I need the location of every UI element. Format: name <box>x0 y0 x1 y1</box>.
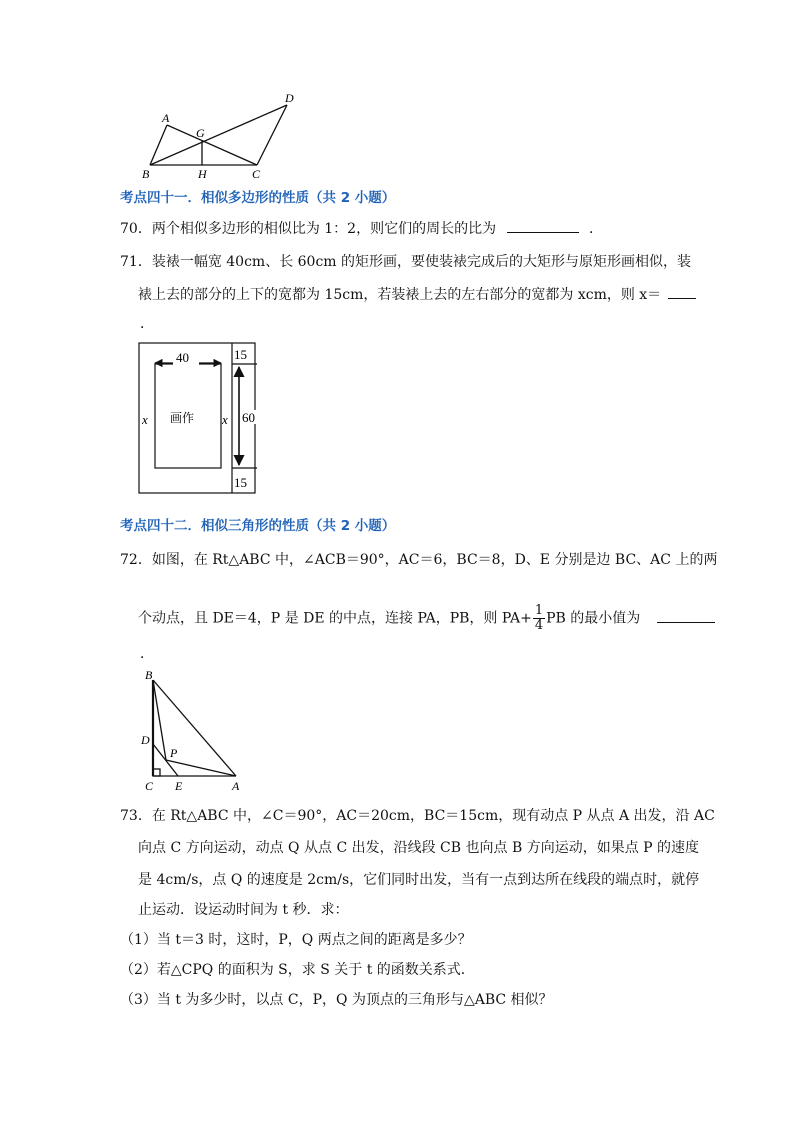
question-73-line-3: 是 4cm/s，点 Q 的速度是 2cm/s，它们同时出发，当有一点到达所在线段的端点时，就停 <box>138 872 700 888</box>
fraction-numerator: 1 <box>534 603 544 618</box>
label-c: C <box>252 167 261 181</box>
label-15-bottom: 15 <box>234 475 247 490</box>
figure-1 <box>140 90 310 182</box>
section-41-title: 考点四十一．相似多边形的性质（共 2 小题） <box>120 190 396 206</box>
label-p: P <box>170 746 178 760</box>
label-c: C <box>145 779 154 793</box>
label-15-top: 15 <box>234 347 247 362</box>
label-d: D <box>285 91 294 105</box>
question-71-line-3: ． <box>140 316 154 332</box>
question-73-sub-2: （2）若△CPQ 的面积为 S，求 S 关于 t 的函数关系式． <box>120 962 475 978</box>
label-x-left: x <box>142 412 148 427</box>
segment-cd <box>257 105 287 165</box>
label-b: B <box>142 167 150 181</box>
segment-ac <box>167 125 257 165</box>
question-73-line-1: 73．在 Rt△ABC 中，∠C＝90°，AC＝20cm，BC＝15cm，现有动点 P 从点 A 出发，沿 AC <box>120 808 715 824</box>
label-60: 60 <box>242 410 255 425</box>
answer-blank-71[interactable] <box>668 284 696 299</box>
section-42-title: 考点四十二．相似三角形的性质（共 2 小题） <box>120 518 396 534</box>
label-40: 40 <box>176 350 189 365</box>
question-72-line-1: 72．如图，在 Rt△ABC 中，∠ACB＝90°，AC＝6，BC＝8，D、E 分别是边 BC、AC 上的两 <box>120 552 718 568</box>
label-b: B <box>145 668 153 682</box>
figure-3-right-triangle <box>136 666 260 796</box>
label-a: A <box>232 779 240 793</box>
question-72-line-3: ． <box>140 646 154 662</box>
question-73-sub-1: （1）当 t＝3 时，这时，P，Q 两点之间的距离是多少？ <box>120 932 472 948</box>
question-71-line-1: 71．装裱一幅宽 40cm、长 60cm 的矩形画，要使装裱完成后的大矩形与原矩形画相似，装 <box>120 254 692 270</box>
question-73-line-4: 止运动．设运动时间为 t 秒．求： <box>138 902 349 918</box>
question-73-sub-3: （3）当 t 为多少时，以点 C，P，Q 为顶点的三角形与△ABC 相似？ <box>120 992 553 1008</box>
label-e: E <box>175 779 183 793</box>
question-72-line-2b: PB 的最小值为 <box>546 610 641 627</box>
label-painting: 画作 <box>170 411 195 425</box>
question-70-text: 70．两个相似多边形的相似比为 1：2，则它们的周长的比为 <box>120 221 497 237</box>
question-70-tail: ． <box>588 221 603 237</box>
label-g: G <box>196 126 205 140</box>
fraction-denominator: 4 <box>534 618 544 633</box>
fraction-one-quarter <box>533 604 545 633</box>
label-x-right: x <box>222 412 228 427</box>
question-71-line-2 <box>138 284 696 305</box>
segment-bd <box>150 105 287 165</box>
question-72-line-2a: 个动点，且 DE＝4，P 是 DE 的中点，连接 PA，PB，则 PA+ <box>138 610 532 627</box>
question-72-line-2 <box>138 604 715 633</box>
label-d: D <box>141 733 150 747</box>
question-70 <box>120 218 603 239</box>
segment-ab <box>153 680 236 776</box>
answer-blank-70[interactable] <box>507 218 579 233</box>
label-a: A <box>162 111 170 125</box>
figure-2-framed-painting <box>136 340 262 496</box>
question-71-line-2-text: 裱上去的部分的上下的宽都为 15cm，若装裱上去的左右部分的宽都为 xcm，则 x＝ <box>138 287 662 303</box>
answer-blank-72[interactable] <box>657 608 715 623</box>
label-h: H <box>198 167 207 181</box>
question-73-line-2: 向点 C 方向运动，动点 Q 从点 C 出发，沿线段 CB 也向点 B 方向运动，如果点 P 的速度 <box>138 840 700 856</box>
